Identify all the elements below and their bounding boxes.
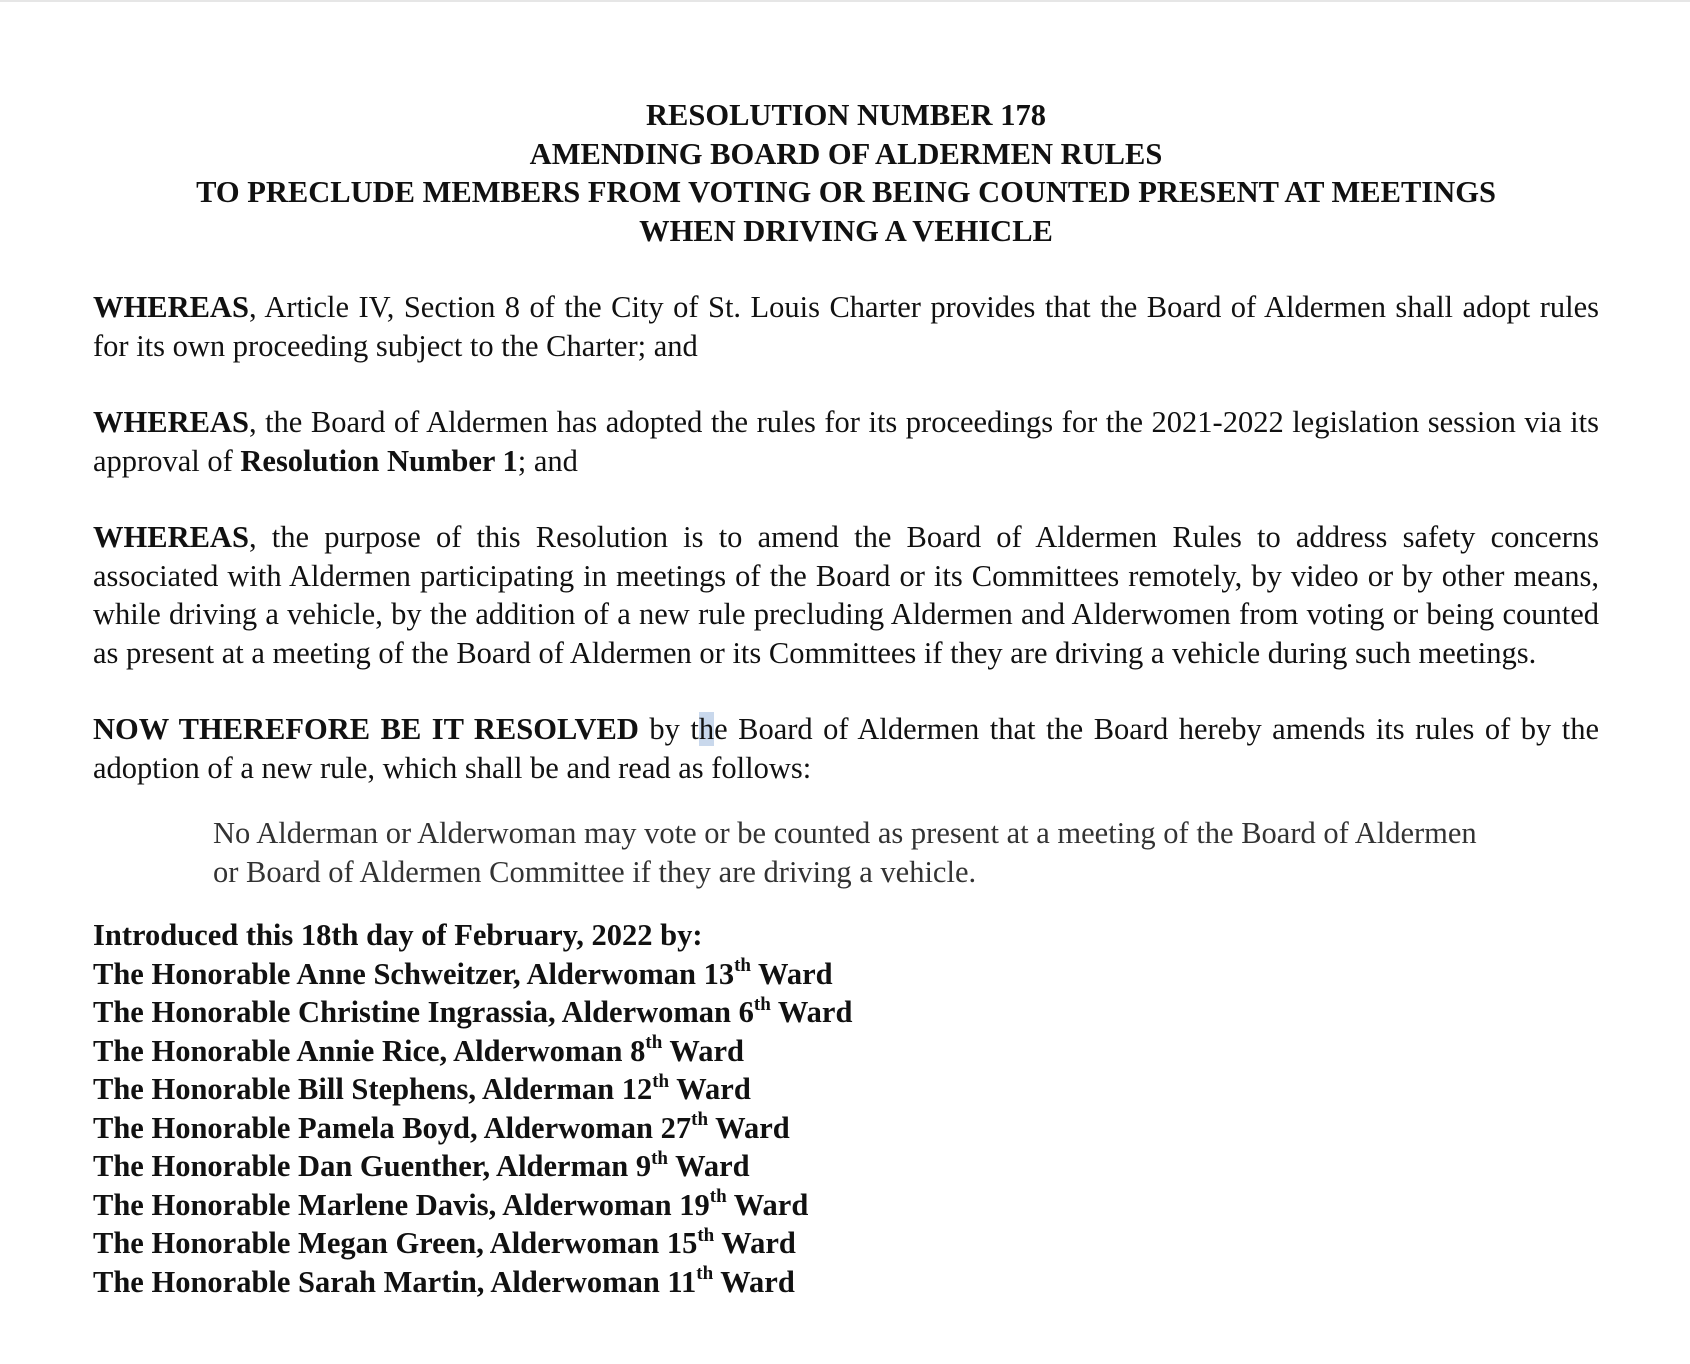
title-line-3: TO PRECLUDE MEMBERS FROM VOTING OR BEING COUNTED PRESENT AT MEETINGS <box>196 175 1496 209</box>
resolved-paragraph <box>93 710 1599 787</box>
sponsor-line: The Honorable Marlene Davis, Alderwoman 19th Ward <box>93 1186 809 1222</box>
sponsor-line: The Honorable Dan Guenther, Alderman 9th Ward <box>93 1147 750 1183</box>
title-line-4: WHEN DRIVING A VEHICLE <box>639 213 1053 248</box>
whereas-paragraph-1 <box>93 288 1599 365</box>
sponsor-line: The Honorable Pamela Boyd, Alderwoman 27th Ward <box>93 1109 790 1145</box>
sponsor-line: The Honorable Sarah Martin, Alderwoman 11th Ward <box>93 1263 795 1299</box>
resolution-reference: Resolution Number 1 <box>240 443 518 478</box>
sponsor-line: The Honorable Christine Ingrassia, Alderwoman 6th Ward <box>93 993 853 1029</box>
whereas-text: , Article IV, Section 8 of the City of St. Louis Charter provides that the Board of Aldermen shall adopt rules for its own proceeding subject to the Charter; and <box>93 290 1599 363</box>
whereas-paragraph-2 <box>93 403 1599 480</box>
whereas-text: , the purpose of this Resolution is to amend the Board of Aldermen Rules to address safety concerns associated with Aldermen participating in meetings of the Board or its Committees remotely, by video or by other means, while driving a vehicle, by the addition of a new rule precluding Aldermen and Alderwomen from voting or being counted as present at a meeting of the Board of Aldermen or its Committees if they are driving a vehicle during such meetings. <box>93 520 1599 670</box>
text-selection-highlight[interactable]: h <box>698 712 715 746</box>
new-rule-text: No Alderman or Alderwoman may vote or be counted as present at a meeting of the Board of Aldermen or Board of Aldermen Committee if they are driving a vehicle. <box>213 816 1477 889</box>
sponsor-line: The Honorable Bill Stephens, Alderman 12th Ward <box>93 1070 751 1106</box>
page-top-edge <box>0 0 1690 2</box>
whereas-paragraph-3 <box>93 518 1599 672</box>
sponsor-line: The Honorable Anne Schweitzer, Alderwoman 13th Ward <box>93 955 833 991</box>
document-page <box>93 96 1599 1301</box>
introduced-line: Introduced this 18th day of February, 2022 by: <box>93 918 703 952</box>
title-line-2: AMENDING BOARD OF ALDERMEN RULES <box>529 136 1163 171</box>
sponsor-list <box>93 916 1599 1301</box>
resolved-lead: NOW THEREFORE BE IT RESOLVED <box>93 712 639 746</box>
resolution-title <box>93 96 1599 250</box>
whereas-lead: WHEREAS <box>93 405 249 439</box>
resolved-text: by t <box>638 712 699 746</box>
whereas-lead: WHEREAS <box>93 520 249 554</box>
resolved-text-end: e Board of Aldermen that the Board hereby amends its rules of by the adoption of a new rule, which shall be and read as follows: <box>93 712 1599 785</box>
whereas-lead: WHEREAS <box>93 290 249 324</box>
title-line-1: RESOLUTION NUMBER 178 <box>646 98 1046 132</box>
whereas-text: , the Board of Aldermen has adopted the rules for its proceedings for the 2021-2022 legislation session via its approval of <box>93 405 1599 478</box>
sponsor-line: The Honorable Annie Rice, Alderwoman 8th Ward <box>93 1032 744 1068</box>
sponsor-line: The Honorable Megan Green, Alderwoman 15th Ward <box>93 1224 796 1260</box>
whereas-text-end: ; and <box>517 443 578 478</box>
